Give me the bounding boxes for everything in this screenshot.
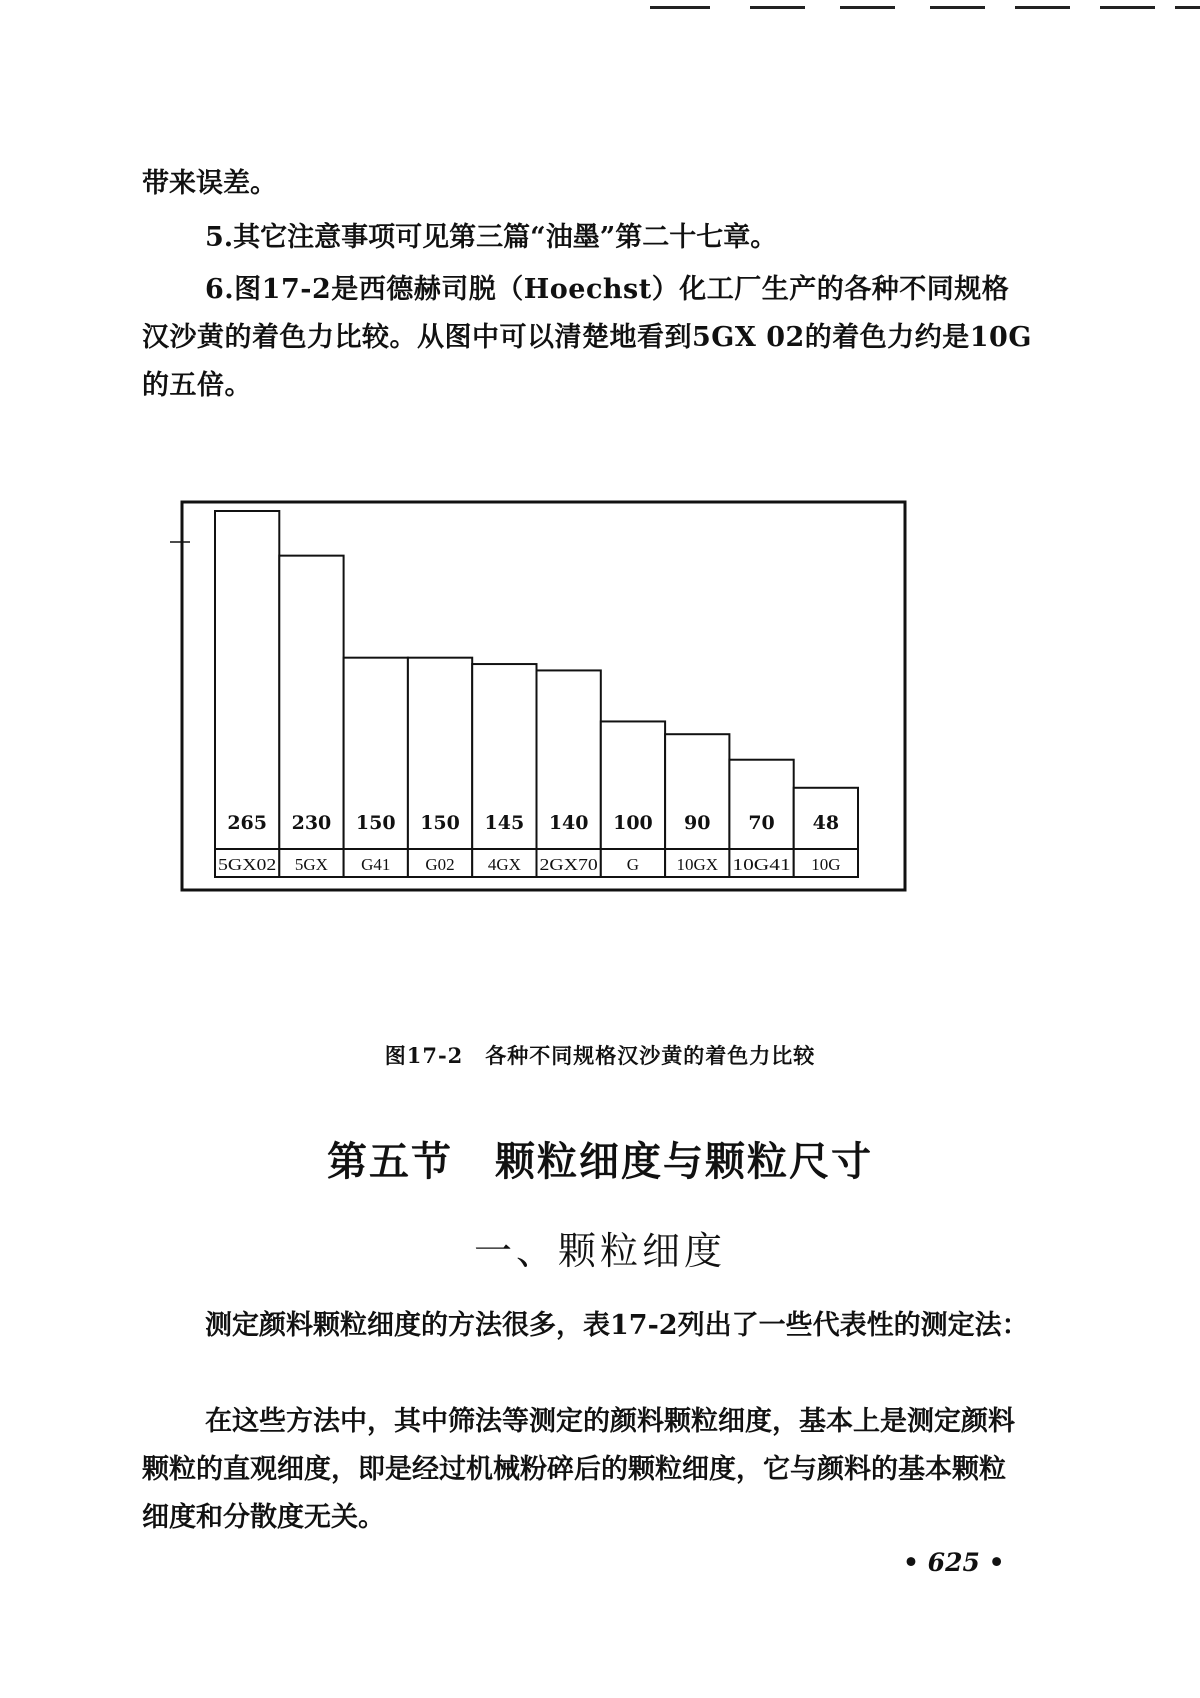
chart-value-label: 145 [484, 812, 525, 834]
figure-caption: 图17-2 各种不同规格汉沙黄的着色力比较 [384, 1043, 816, 1068]
chart-category-label: 4GX [487, 855, 521, 874]
chart-category-label: 10G41 [732, 855, 791, 874]
chart-category-label: G02 [425, 855, 455, 874]
chart-category-label: G [626, 855, 640, 874]
section-title: 第五节 颗粒细度与颗粒尺寸 [327, 1138, 873, 1185]
page-number: • 625 • [903, 1548, 1005, 1577]
chart-category-label: G41 [361, 855, 391, 874]
chart-category-label: 5GX02 [218, 855, 277, 874]
chart-value-label: 48 [812, 812, 840, 834]
chart-bar [729, 760, 793, 849]
chart-value-label: 100 [613, 812, 653, 834]
paragraph-5: 在这些方法中，其中筛法等测定的颜料颗粒细度，基本上是测定颜料颗粒的直观细度，即是经过机械粉碎后的颗粒细度，它与颜料的基本颗粒细度和分散度无关。 [142, 1406, 1015, 1533]
chart-value-label: 150 [355, 812, 396, 834]
chart-value-label: 90 [684, 812, 711, 834]
chart-value-label: 150 [420, 812, 460, 834]
paragraph-2: 5.其它注意事项可见第三篇“油墨”第二十七章。 [205, 222, 778, 253]
chart-value-label: 70 [748, 812, 775, 834]
paragraph-3: 6.图17-2是西德赫司脱（Hoechst）化工厂生产的各种不同规格汉沙黄的着色力比较。从图中可以清楚地看到5GX 02的着色力约是10G的五倍。 [142, 274, 1032, 401]
paragraph-1: 带来误差。 [142, 168, 277, 199]
paragraph-4: 测定颜料颗粒细度的方法很多，表17-2列出了一些代表性的测定法： [205, 1310, 1029, 1341]
subsection-title: 一、颗粒细度 [473, 1229, 726, 1273]
chart-category-label: 10G [811, 855, 841, 874]
top-rule-decoration [650, 0, 1200, 14]
chart-bar [279, 556, 343, 849]
bar-chart-figure [160, 500, 1000, 960]
chart-value-label: 140 [548, 812, 589, 834]
chart-value-label: 265 [227, 812, 267, 834]
chart-value-label: 230 [291, 812, 332, 834]
chart-category-label: 2GX70 [539, 855, 598, 874]
chart-category-label: 5GX [294, 855, 328, 874]
bar-chart [160, 500, 1000, 960]
chart-bar [215, 511, 279, 849]
chart-category-label: 10GX [676, 855, 719, 874]
